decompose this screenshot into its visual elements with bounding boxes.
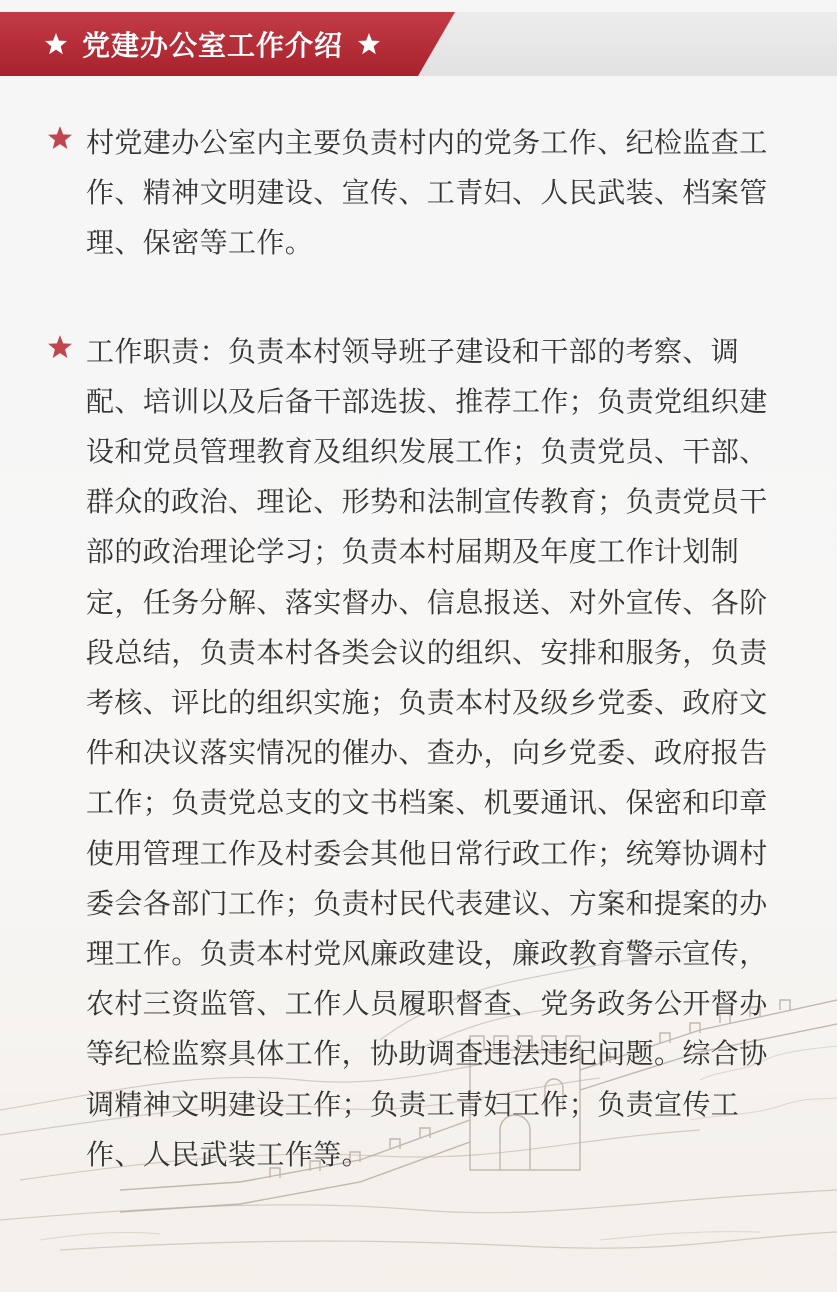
star-icon [44,32,68,56]
star-icon [47,334,73,360]
intro-paragraph: 村党建办公室内主要负责村内的党务工作、纪检监查工作、精神文明建设、宣传、工青妇、人民武装、档案管理、保密等工作。 [86,126,768,260]
star-icon [47,125,73,151]
banner-title-group [44,12,381,76]
list-item [0,327,837,1180]
content-body [0,118,837,1238]
star-icon [357,32,381,56]
list-item [0,118,837,269]
section-banner [0,12,837,76]
duties-paragraph: 工作职责：负责本村领导班子建设和干部的考察、调配、培训以及后备干部选拔、推荐工作；负责党组织建设和党员管理教育及组织发展工作；负责党员、干部、群众的政治、理论、形势和法制宣传教育；负责党员干部的政治理论学习；负责本村届期及年度工作计划制定，任务分解、落实督办、信息报送、对外宣传、各阶段总结，负责本村各类会议的组织、安排和服务，负责考核、评比的组织实施；负责本村及级乡党委、政府文件和决议落实情况的催办、查办，向乡党委、政府报告工作；负责党总支的文书档案、机要通讯、保密和印章使用管理工作及村委会其他日常行政工作；统筹协调村委会各部门工作；负责村民代表建议、方案和提案的办理工作。负责本村党风廉政建设，廉政教育警示宣传，农村三资监管、工作人员履职督查、党务政务公开督办等纪检监察具体工作，协助调查违法违纪问题。综合协调精神文明建设工作；负责工青妇工作；负责宣传工作、人民武装工作等。 [86,334,768,1171]
page-title: 党建办公室工作介绍 [82,29,344,62]
